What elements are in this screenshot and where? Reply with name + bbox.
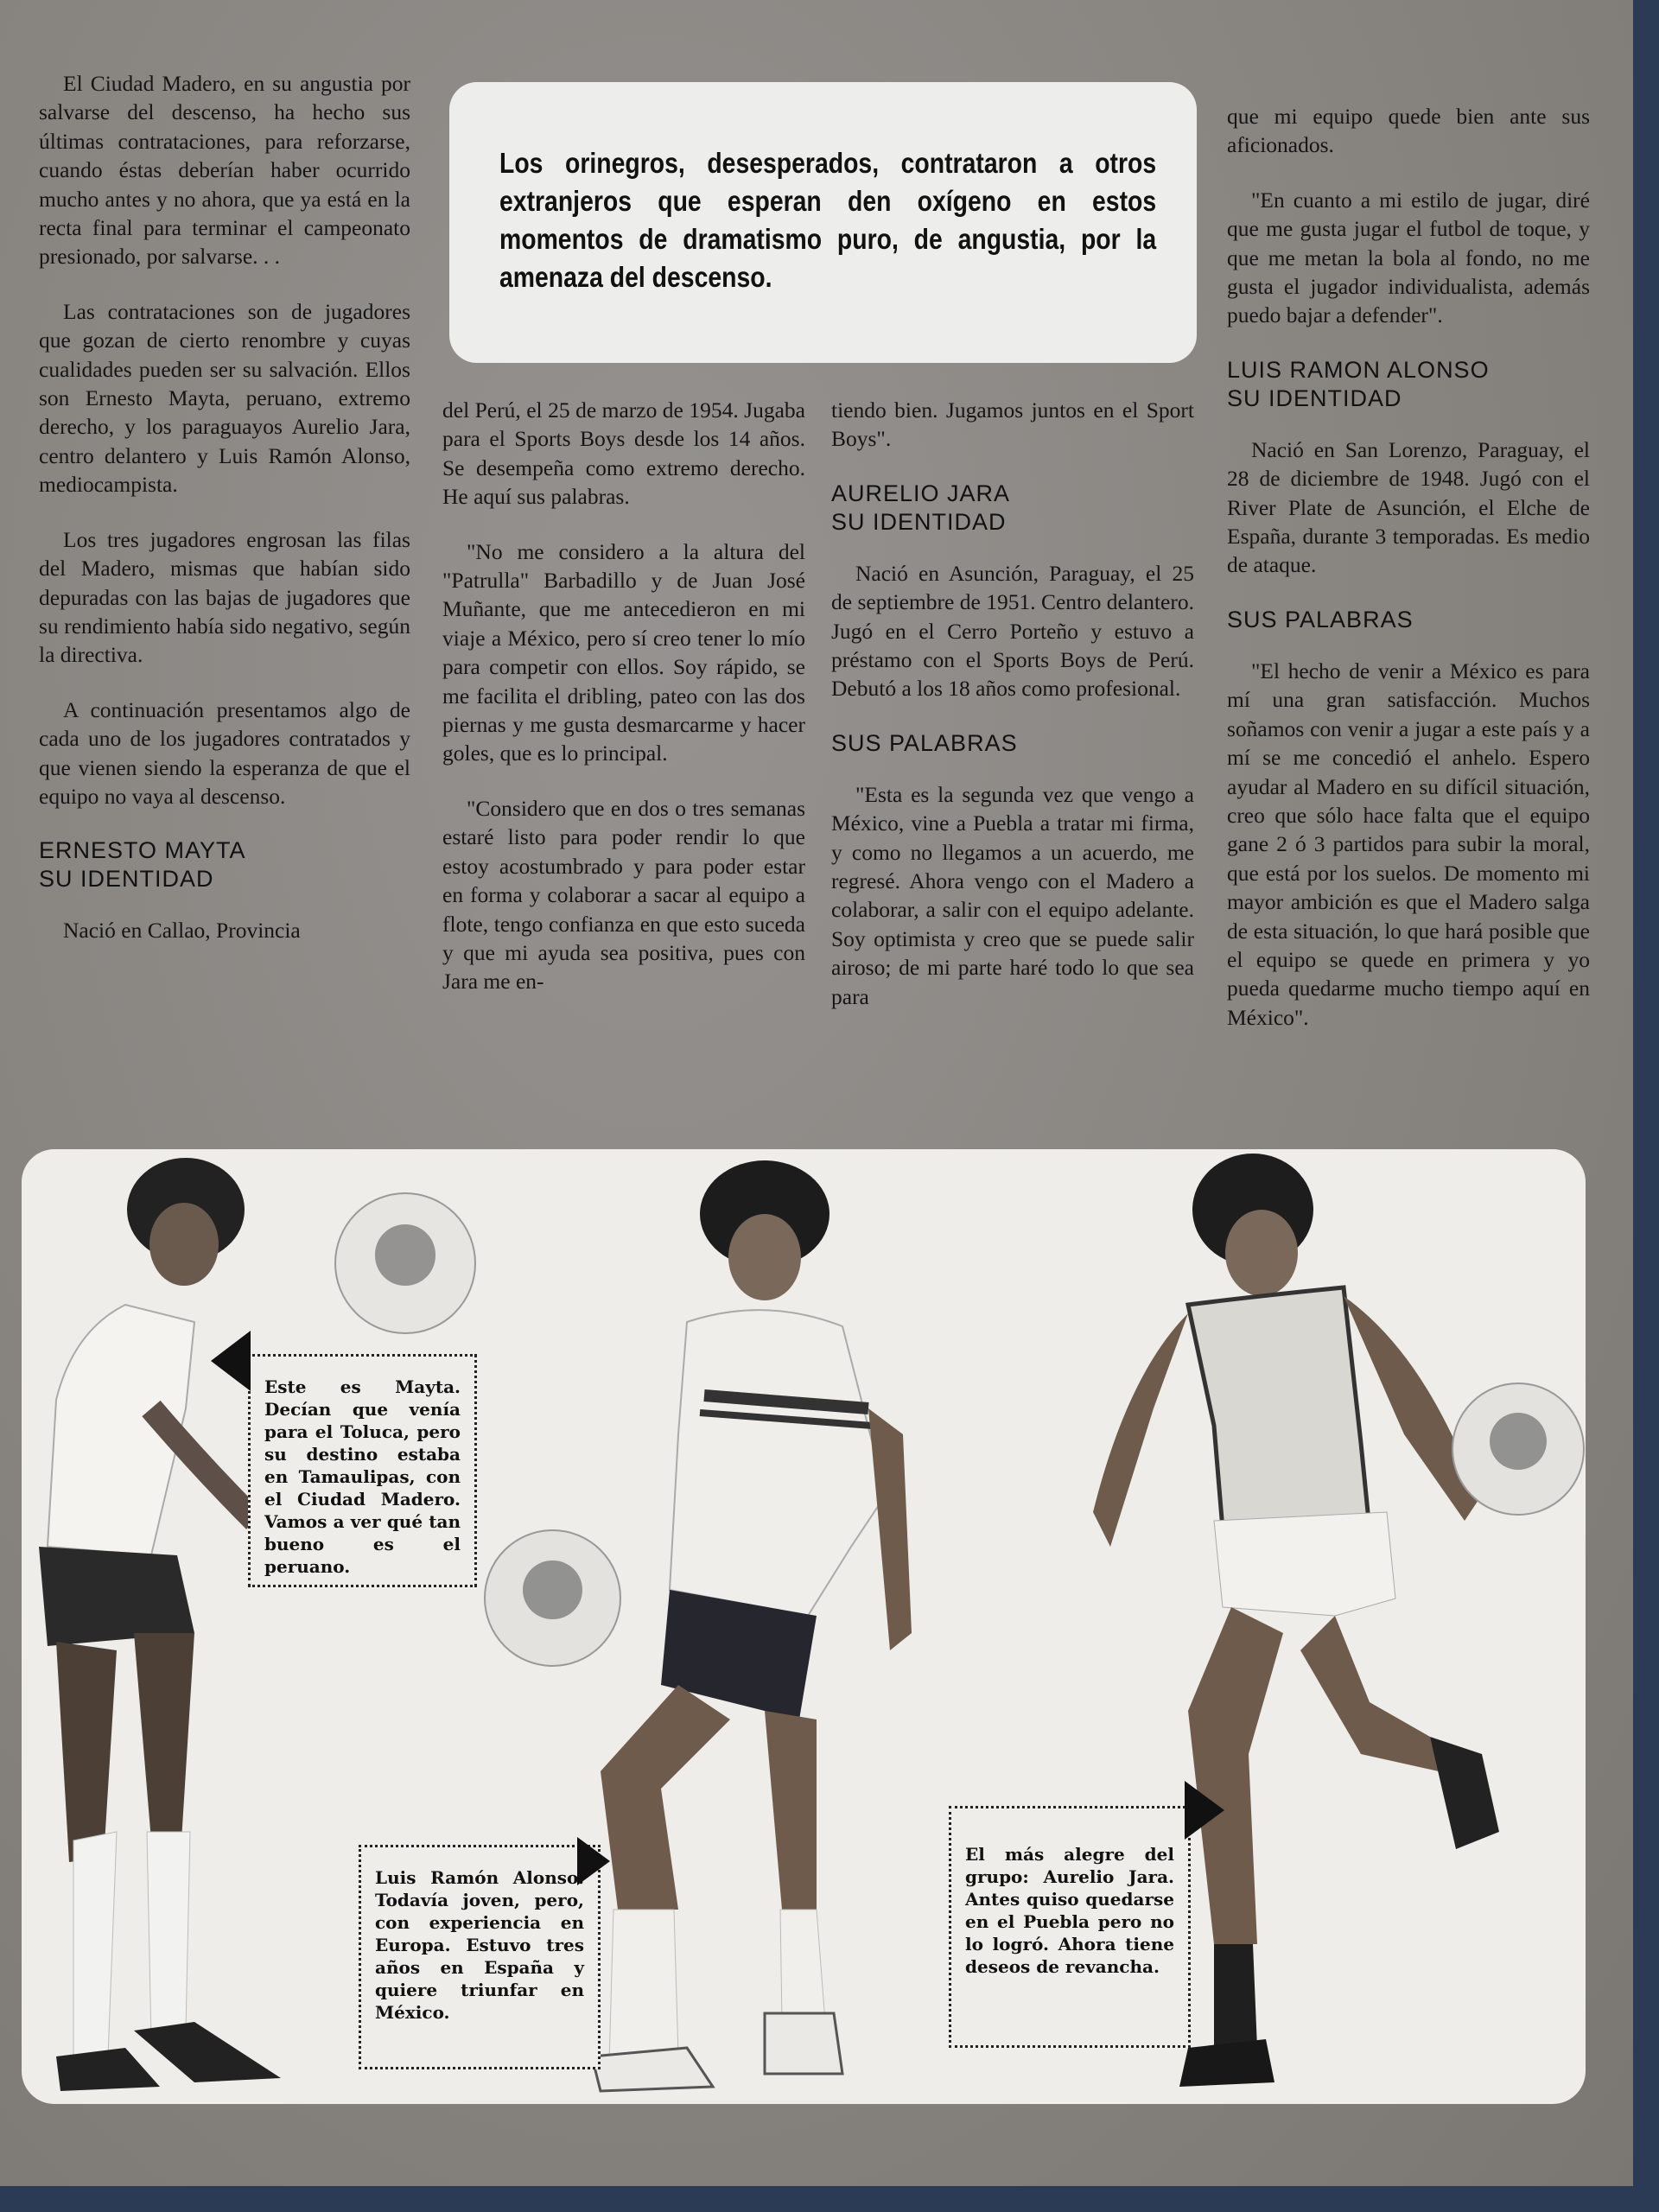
jara-identity-paragraph: Nació en Asunción, Paraguay, el 25 de septiembre de 1951. Centro delantero. Jugó en el Cerro Porteño y estuvo a préstamo con el Sports Boys de Perú. Debutó a los 18 años como profesional. bbox=[831, 560, 1194, 702]
continuation-paragraph: A continuación presentamos algo de cada uno de los jugadores contratados y que vienen siendo la esperanza de que el equipo no vaya al descenso. bbox=[39, 696, 410, 809]
alonso-identity-paragraph: Nació en San Lorenzo, Paraguay, el 28 de diciembre de 1948. Jugó con el River Plate de Asunción, el Elche de España, durante 3 temporadas. Es medio de ataque. bbox=[1227, 436, 1590, 578]
heading-jara-identity: SU IDENTIDAD bbox=[831, 508, 1007, 535]
squad-paragraph: Los tres jugadores engrosan las filas del Madero, mismas que habían sido depuradas con las bajas de jugadores que su rendimiento había sido negativo, según la directiva. bbox=[39, 526, 410, 668]
heading-mayta-name: ERNESTO MAYTA bbox=[39, 837, 246, 864]
article-column-1 bbox=[39, 69, 410, 971]
player-mayta-photo bbox=[22, 1149, 333, 2104]
caption-alonso-text: Luis Ramón Alonso. Todavía joven, pero, con experiencia en Europa. Estuvo tres años en España y quiere triunfar en México. bbox=[375, 1867, 584, 2023]
alonso-quote-paragraph: "El hecho de venir a México es para mí una gran satisfacción. Muchos soñamos con venir a jugar a este país y a mí se me concedió el anhelo. Espero ayudar al Madero en su difícil situación, creo que sólo hace falta que el equipo gane 2 ó 3 partidos para subir la moral, que está por los suelos. De momento mi mayor ambición es que el Madero salga de esta situación, lo que hará posible que el equipo se quede en primera y yo pueda quedarme mucho tiempo aquí en México". bbox=[1227, 658, 1590, 1030]
mayta-quote-paragraph-2: "Considero que en dos o tres semanas estaré listo para poder rendir lo que estoy acostumbrado y para poder estar en forma y colaborar a sacar al equipo a flote, tengo confianza en que esto suceda y que mi ayuda sea positiva, pues con Jara me en- bbox=[442, 795, 805, 995]
jara-quote-end: que mi equipo quede bien ante sus aficionados. bbox=[1227, 104, 1590, 158]
heading-alonso-identity: SU IDENTIDAD bbox=[1227, 385, 1402, 411]
soccer-ball-3 bbox=[1452, 1382, 1585, 1516]
pull-quote-box bbox=[449, 82, 1197, 363]
mayta-birth-paragraph: Nació en Callao, Provincia bbox=[63, 918, 301, 944]
caption-mayta-text: Este es Mayta. Decían que venía para el Toluca, pero su destino estaba en Tamaulipas, con el Ciudad Madero. Vamos a ver qué tan bueno es el peruano. bbox=[264, 1376, 461, 1577]
heading-jara-name: AURELIO JARA bbox=[831, 480, 1011, 506]
caption-mayta bbox=[248, 1354, 477, 1587]
heading-alonso-name: LUIS RAMON ALONSO bbox=[1227, 356, 1490, 383]
article-column-4 bbox=[1227, 102, 1590, 1058]
heading-mayta bbox=[39, 836, 410, 893]
heading-jara-palabras: SUS PALABRAS bbox=[831, 729, 1018, 756]
soccer-ball-2 bbox=[484, 1529, 621, 1667]
article-column-2 bbox=[442, 396, 805, 1022]
heading-mayta-identity: SU IDENTIDAD bbox=[39, 866, 214, 893]
caption-alonso bbox=[359, 1845, 601, 2069]
signings-paragraph: Las contrataciones son de jugadores que gozan de cierto renombre y cuyas cualidades pueden ser su salvación. Ellos son Ernesto Mayta, peruano, extremo derecho, y los paraguayos Aurelio Jara, centro delantero y Luis Ramón Alonso, mediocampista. bbox=[39, 298, 410, 498]
heading-alonso-palabras: SUS PALABRAS bbox=[1227, 606, 1414, 632]
caption-pointer-icon bbox=[577, 1837, 610, 1885]
article-column-3 bbox=[831, 396, 1194, 1037]
caption-pointer-icon bbox=[211, 1331, 251, 1391]
mayta-identity-paragraph: del Perú, el 25 de marzo de 1954. Jugaba para el Sports Boys desde los 14 años. Se desempeña como extremo derecho. He aquí sus palabras. bbox=[442, 397, 805, 510]
jara-quote-paragraph: "Esta es la segunda vez que vengo a México, vine a Puebla a tratar mi firma, y como no llegamos a un acuerdo, me regresé. Ahora vengo con el Madero a colaborar, a salir con el equipo adelante. Soy optimista y creo que se puede salir airoso; de mi parte haré todo lo que sea para bbox=[831, 781, 1194, 1009]
soccer-ball-1 bbox=[334, 1192, 476, 1334]
intro-paragraph: El Ciudad Madero, en su angustia por salvarse del descenso, ha hecho sus últimas contrataciones, para reforzarse, cuando éstas deberían haber ocurrido mucho antes y no ahora, que ya está en la recta final para terminar el campeonato presionado, por salvarse. . . bbox=[39, 71, 410, 270]
caption-pointer-icon bbox=[1185, 1781, 1224, 1840]
jara-style-paragraph: "En cuanto a mi estilo de jugar, diré que me gusta jugar el futbol de toque, y que me metan la bola al fondo, no me gusta el jugador individualista, además puedo bajar a defender". bbox=[1227, 187, 1590, 328]
photo-panel bbox=[22, 1149, 1586, 2104]
pull-quote-text: Los orinegros, desesperados, contrataron a otros extranjeros que esperan den oxígeno en estos momentos de dramatismo puro, de angustia, por la amenaza del descenso. bbox=[499, 147, 1157, 293]
heading-alonso bbox=[1227, 356, 1590, 413]
heading-jara bbox=[831, 480, 1194, 537]
mayta-quote-paragraph-1: "No me considero a la altura del "Patrulla" Barbadillo y de Juan José Muñante, que me antecedieron en mi viaje a México, pero sí creo tener lo mío para competir con ellos. Soy rápido, se me facilita el dribling, pateo con las dos piernas y me gusta desmarcarme y hacer goles, que es lo principal. bbox=[442, 538, 805, 766]
caption-jara-text: El más alegre del grupo: Aurelio Jara. Antes quiso quedarse en el Puebla pero no lo logró. Ahora tiene deseos de revancha. bbox=[965, 1844, 1174, 1977]
mayta-quote-end: tiendo bien. Jugamos juntos en el Sport Boys". bbox=[831, 397, 1194, 452]
caption-jara bbox=[949, 1806, 1191, 2048]
